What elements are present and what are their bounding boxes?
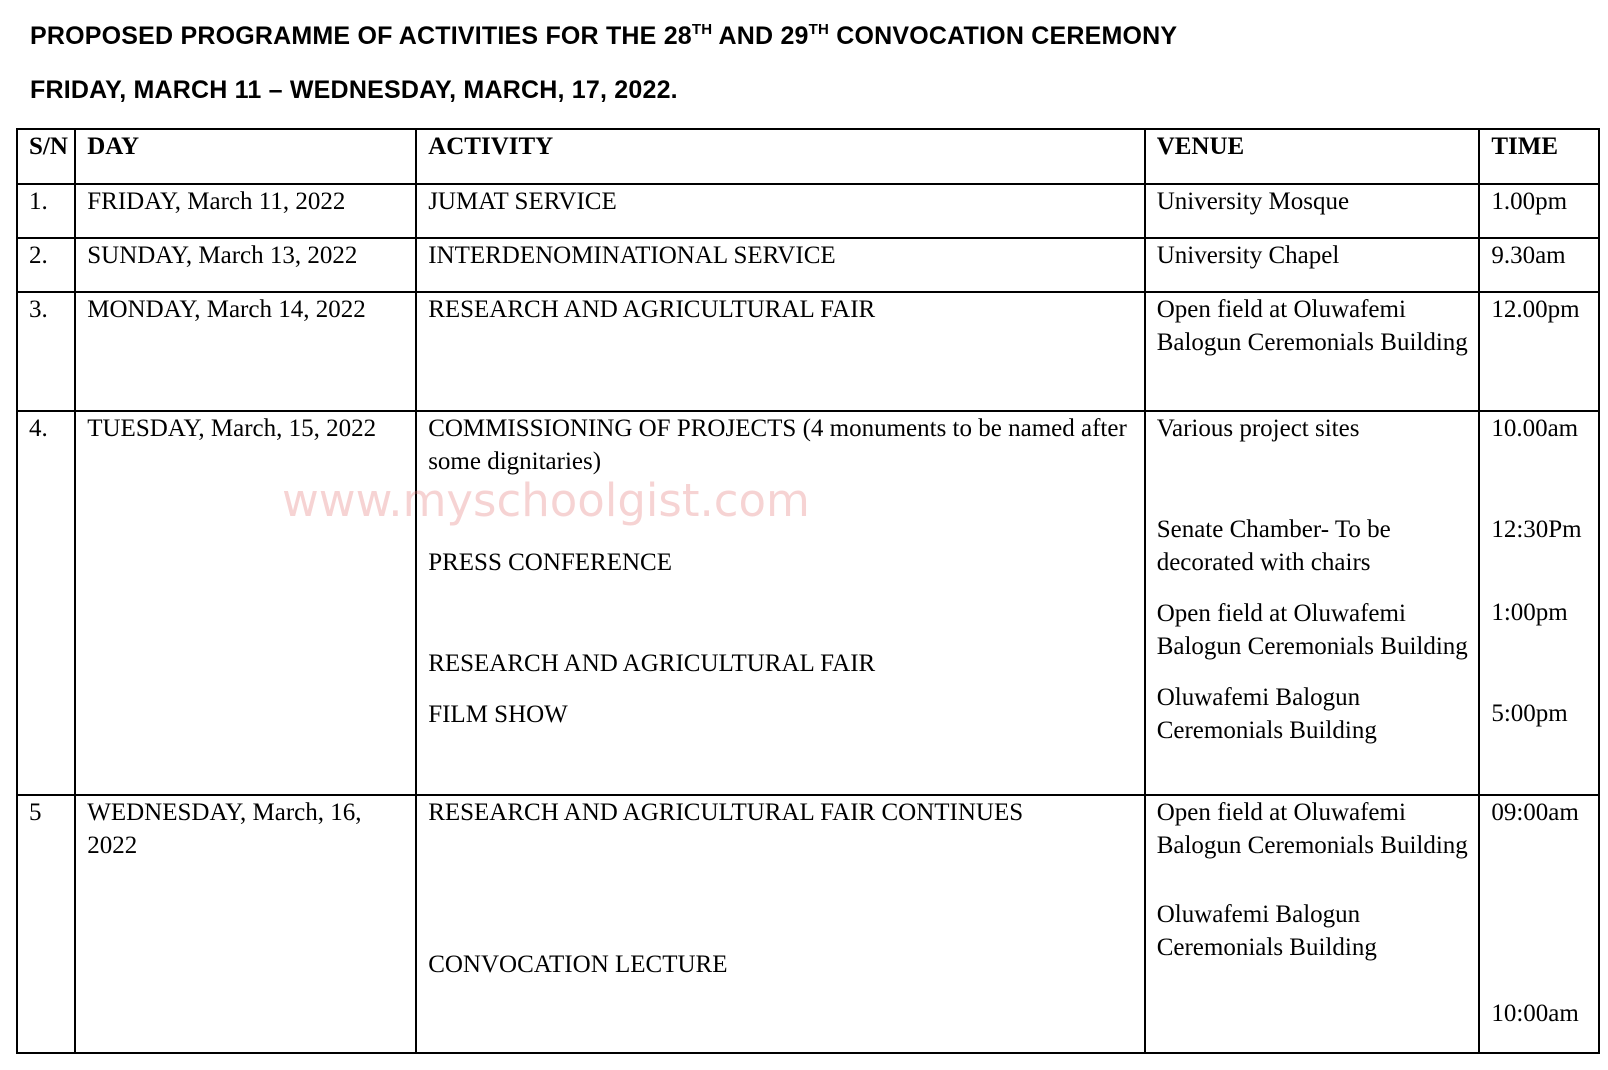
cell-day: MONDAY, March 14, 2022 [75,292,416,411]
header-time: TIME [1479,129,1599,184]
cell-time [1479,795,1599,1053]
header-day: DAY [75,129,416,184]
cell-venue [1145,795,1480,1053]
cell-activity: RESEARCH AND AGRICULTURAL FAIR [416,292,1145,411]
header-sn: S/N [17,129,75,184]
time-item: 1:00pm [1491,599,1568,626]
table-row [17,795,1599,1053]
cell-activity [416,795,1145,1053]
title-text: AND 29 [712,22,809,50]
header-venue: VENUE [1145,129,1480,184]
table-row [17,184,1599,238]
cell-time: 1.00pm [1479,184,1599,238]
title-text: PROPOSED PROGRAMME OF ACTIVITIES FOR THE 28 [30,22,692,50]
cell-venue: University Chapel [1145,238,1480,292]
cell-time: 9.30am [1479,238,1599,292]
venue-item: Open field at Oluwafemi Balogun Ceremonials Building [1156,600,1468,660]
table-row [17,238,1599,292]
cell-time [1479,411,1599,795]
cell-sn: 1. [17,184,75,238]
cell-day: SUNDAY, March 13, 2022 [75,238,416,292]
cell-activity [416,411,1145,795]
activity-item: PRESS CONFERENCE [428,549,672,576]
time-item: 09:00am [1491,799,1579,826]
venue-item: Oluwafemi Balogun Ceremonials Building [1156,901,1377,961]
venue-item: Open field at Oluwafemi Balogun Ceremonials Building [1156,799,1468,859]
cell-day: TUESDAY, March, 15, 2022 [75,411,416,795]
activity-item: RESEARCH AND AGRICULTURAL FAIR [428,650,876,677]
page-title [30,22,1177,51]
cell-day: FRIDAY, March 11, 2022 [75,184,416,238]
programme-table [16,128,1600,1054]
activity-item: COMMISSIONING OF PROJECTS (4 monuments to be named after some dignitaries) [428,415,1127,475]
time-item: 12:30Pm [1491,516,1582,543]
venue-item: Senate Chamber- To be decorated with chairs [1156,516,1391,576]
cell-day: WEDNESDAY, March, 16, 2022 [75,795,416,1053]
table-row [17,411,1599,795]
cell-sn: 2. [17,238,75,292]
time-item: 5:00pm [1491,700,1568,727]
ordinal-suffix: TH [808,21,830,38]
ordinal-suffix: TH [691,21,713,38]
time-item: 10.00am [1491,415,1579,442]
table-row [17,292,1599,411]
cell-time: 12.00pm [1479,292,1599,411]
cell-sn: 5 [17,795,75,1053]
date-range-subtitle: FRIDAY, MARCH 11 – WEDNESDAY, MARCH, 17, 2022. [30,76,678,104]
activity-item: RESEARCH AND AGRICULTURAL FAIR CONTINUES [428,799,1024,826]
activity-item: FILM SHOW [428,701,568,728]
venue-item: Oluwafemi Balogun Ceremonials Building [1156,684,1377,744]
cell-sn: 4. [17,411,75,795]
cell-venue: Open field at Oluwafemi Balogun Ceremonials Building [1145,292,1480,411]
cell-activity: INTERDENOMINATIONAL SERVICE [416,238,1145,292]
cell-sn: 3. [17,292,75,411]
cell-venue: University Mosque [1145,184,1480,238]
cell-venue [1145,411,1480,795]
cell-activity: JUMAT SERVICE [416,184,1145,238]
time-item: 10:00am [1491,1000,1579,1027]
watermark: www.myschoolgist.com [282,474,810,527]
activity-item: CONVOCATION LECTURE [428,951,728,978]
venue-item: Various project sites [1156,415,1360,442]
table-header-row [17,129,1599,184]
title-text: CONVOCATION CEREMONY [829,22,1178,50]
header-activity: ACTIVITY [416,129,1145,184]
